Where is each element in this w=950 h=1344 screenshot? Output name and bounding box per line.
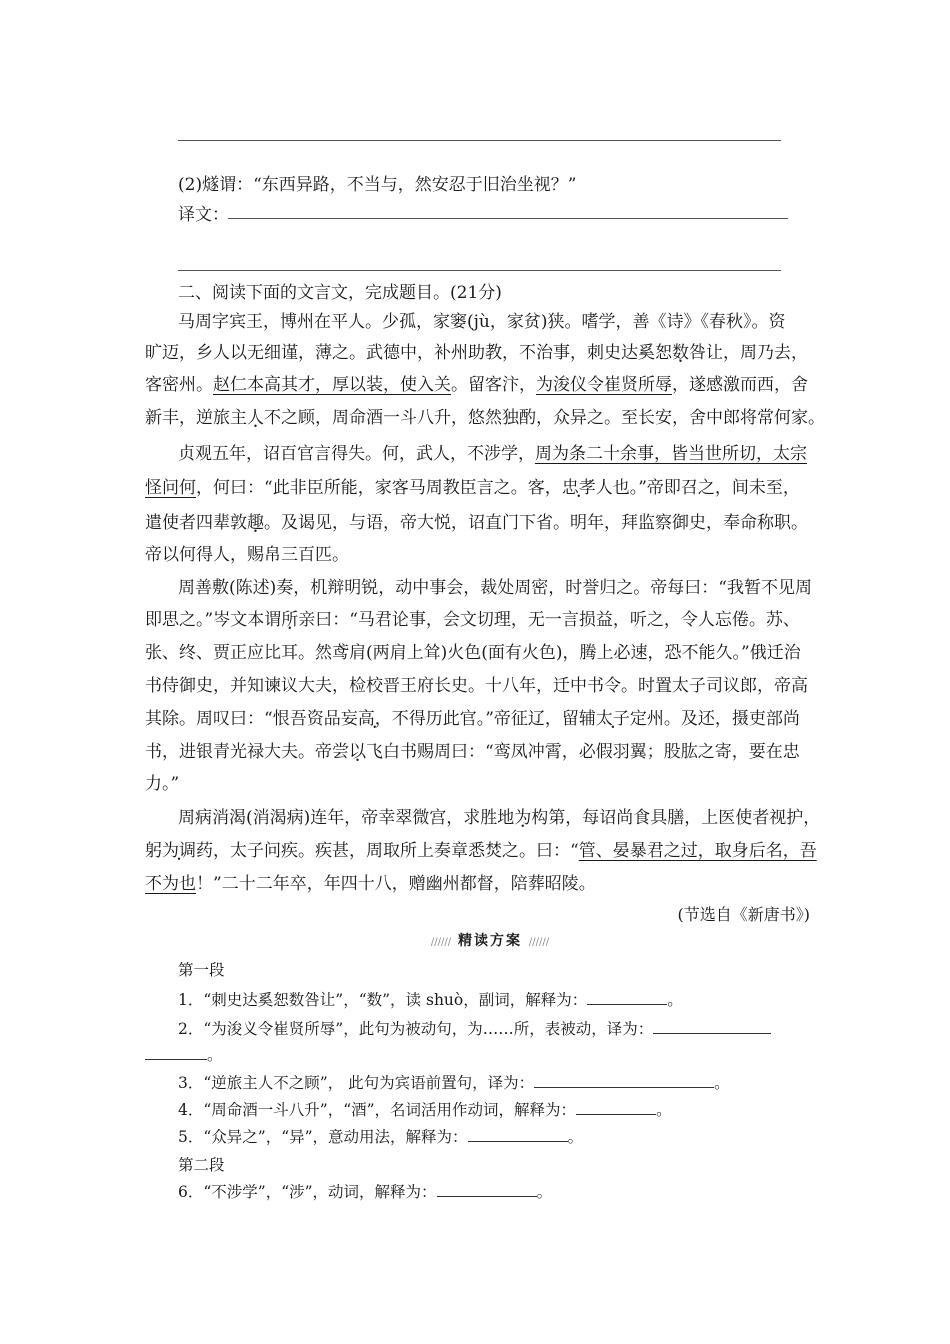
period: 。 — [667, 991, 683, 1009]
source-citation: (节选自《新唐书》) — [677, 905, 810, 924]
text-run: 飞白书赐周曰：“鸾凤冲霄，必假羽翼；股肱之寄，要在忠 — [366, 742, 800, 762]
underlined-sentence: 不为也 — [145, 874, 196, 894]
dotted-sentence: 留辅太子定州 • — [562, 709, 664, 729]
text-run: 。”帝征辽， — [476, 709, 562, 729]
underlined-sentence: 怪问何 — [145, 478, 196, 498]
translation-row — [178, 205, 810, 225]
passage-line: 力。” — [145, 774, 180, 794]
dotted-word: 趣 — [247, 513, 264, 533]
question-text: 5．“众异之”，“异”，意动用法，解释为： — [178, 1128, 468, 1146]
passage-line — [178, 444, 810, 464]
text-run: 遣使者四辈敦 — [145, 513, 247, 533]
answer-blank[interactable] — [468, 1127, 568, 1142]
text-run: 。”帝即召之，间未至， — [629, 478, 800, 498]
passage-line: 周善敷(陈述)奏，机辩明锐，动中事会，裁处周密，时誉归之。帝每曰：“我暂不见周 — [178, 578, 812, 598]
period: 。 — [536, 1183, 553, 1201]
text-run: 其除。周叹曰：“ — [145, 709, 273, 729]
text-run: 书，进银青光禄大夫。帝尝 — [145, 742, 349, 762]
passage-line — [178, 808, 821, 828]
period: 。 — [656, 1101, 672, 1119]
text-run: 亲曰：“马君论事，会文切理，无一言损益，听之，令人忘倦。苏、 — [298, 610, 800, 630]
text-run: ，何曰：“此非臣所能，家客马周教臣言之。 — [196, 478, 528, 498]
text-run: 。及谒见，与语，帝大悦，诏直门下省。明年，拜监察御史，奉命称职。 — [264, 513, 808, 533]
dotted-word: 所 — [281, 610, 299, 630]
question-item — [178, 990, 810, 1010]
answer-line — [178, 140, 781, 141]
passage-line — [145, 375, 810, 395]
dotted-sentence: 躬为调药 — [145, 841, 213, 861]
answer-blank[interactable] — [653, 1019, 771, 1034]
question-continuation — [145, 1045, 810, 1065]
passage-line: 帝以何得人，赐帛三百匹。 — [145, 545, 349, 565]
answer-blank[interactable] — [587, 990, 667, 1005]
segment-title: 第一段 — [178, 961, 225, 979]
passage-line — [145, 408, 825, 428]
dotted-word: 以 — [349, 742, 366, 762]
text-run: 构第，每诏尚食具膳，上医使者视护， — [531, 808, 821, 828]
segment-title: 第二段 — [178, 1156, 225, 1174]
passage-line — [145, 874, 810, 894]
question-text: 3．“逆旅主人不之顾”， 此句为宾语前置句，译为： — [178, 1074, 535, 1092]
passage-line: 张、终、贾正应比耳。然鸢肩(两肩上耸)火色(面有火色)，腾上必速，恐不能久。”俄迁治 — [145, 643, 801, 663]
text-run: 客密州。 — [145, 375, 213, 395]
question-text: 6．“不涉学”，“涉”，动词，解释为： — [178, 1183, 437, 1201]
passage-line — [145, 610, 810, 630]
period: 。 — [567, 1128, 584, 1146]
passage-line — [145, 742, 810, 762]
text-run: 旷迈，乡人以无细谨，薄之。武德中，补州助教，不治事，刺史达奚恕 — [145, 343, 672, 363]
passage-line — [145, 343, 810, 363]
passage-line: 马周字宾王，博州在平人。少孤，家窭(jù，家贫)狭。嗜学，善《诗》《春秋》。资 — [178, 312, 786, 332]
passage-line — [145, 841, 817, 861]
text-run: 周病消渴(消渴病)连年，帝幸翠微宫，求胜地 — [178, 808, 515, 828]
question-text: 2．“为浚义令崔贤所辱”，此句为被动句，为……所，表被动，译为： — [178, 1020, 654, 1038]
question-item — [178, 1182, 810, 1202]
answer-blank[interactable] — [534, 1073, 714, 1088]
text-run: ，太子问疾。疾甚，周取所上奏章悉焚之。曰：“ — [213, 841, 579, 861]
question-item — [178, 1127, 810, 1147]
answer-blank[interactable] — [576, 1100, 656, 1115]
text-run: 贞观五年，诏百官言得失。何，武人，不涉学， — [178, 444, 535, 464]
dotted-sentence: 客，忠孝人也 • — [528, 478, 630, 498]
text-run: 咎让，周乃去， — [689, 343, 808, 363]
underlined-sentence: 为浚仪令崔贤所辱 — [536, 375, 672, 395]
question-item — [178, 1100, 810, 1120]
passage-line — [145, 513, 810, 533]
answer-blank[interactable] — [437, 1182, 537, 1197]
translation-label: 译文： — [178, 205, 229, 225]
dotted-word: 为 — [514, 808, 532, 828]
question-2-prompt: (2)燧谓：“东西异路，不当与，然安忍于旧治坐视？” — [178, 175, 577, 195]
underlined-sentence: 周为条二十余事，皆当世所切，太宗 — [535, 444, 807, 464]
passage-line — [145, 478, 810, 498]
dotted-sentence: 逆旅主人不之顾 • — [196, 408, 315, 428]
translation-answer-line — [228, 218, 788, 219]
answer-line — [178, 270, 781, 271]
section-2-title: 二、阅读下面的文言文，完成题目。(21分) — [178, 283, 502, 303]
text-run: ，周命酒一斗八升，悠然独酌，众异之。至长安，舍中郎将常何家。 — [315, 408, 825, 428]
text-run: 即思之。”岑文本谓 — [145, 610, 282, 630]
dotted-word: 数 — [672, 343, 689, 363]
text-run: ！”二十二年卒，年四十八，赠幽州都督，陪葬昭陵。 — [196, 874, 596, 894]
question-item — [178, 1073, 810, 1093]
text-run: 新丰， — [145, 408, 196, 428]
underlined-sentence: 赵仁本高其才，厚以装，使入关 — [213, 375, 451, 395]
section-banner — [420, 930, 560, 950]
question-text: 1．“刺史达奚恕数咎让”，“数”，读 shuò，副词，解释为： — [178, 991, 588, 1009]
text-run: 。及还，摄吏部尚 — [663, 709, 800, 729]
question-text: 4．“周命酒一斗八升”，“酒”，名词活用作动词，解释为： — [178, 1101, 577, 1119]
period: 。 — [714, 1074, 730, 1092]
answer-blank[interactable] — [145, 1045, 207, 1060]
question-item — [178, 1019, 810, 1039]
banner-label: 精读方案 — [458, 933, 522, 949]
text-run: 。留客汴， — [451, 375, 536, 395]
period: 。 — [207, 1046, 223, 1064]
text-run: ，遂感激而西，舍 — [672, 375, 808, 395]
passage-line: 书侍御史，并知谏议大夫，检校晋王府长史。十八年，迁中书令。时置太子司议郎，帝高 — [145, 676, 808, 696]
dotted-sentence: 恨吾资品妄高，不得历此官 • — [273, 709, 477, 729]
underlined-sentence: 管、晏暴君之过，取身后名，吾 — [578, 841, 817, 861]
passage-line — [145, 709, 810, 729]
